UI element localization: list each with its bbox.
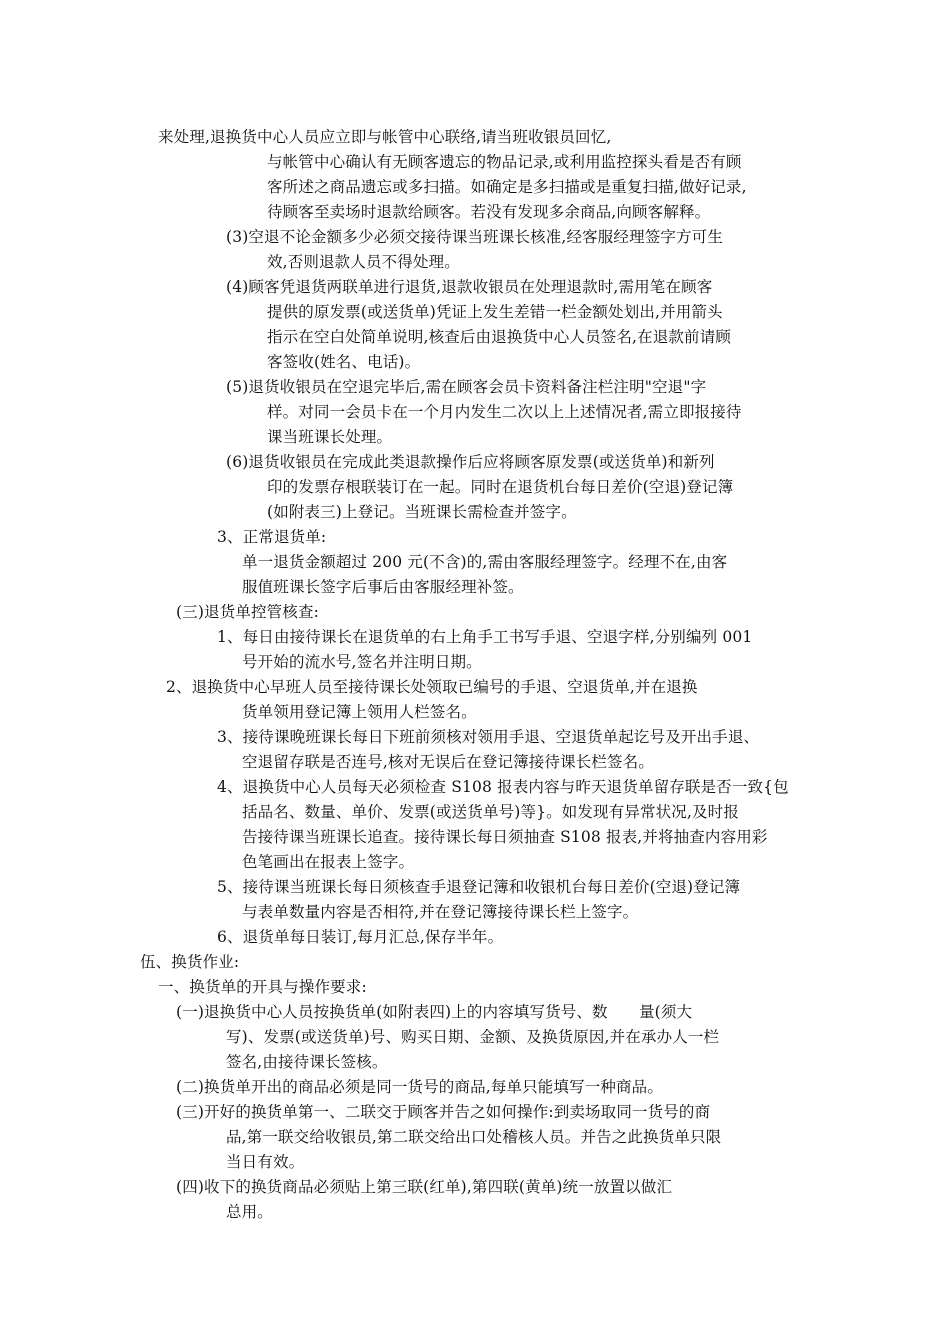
text-line: 5、接待课当班课长每日须核查手退登记簿和收银机台每日差价(空退)登记簿 <box>217 878 741 896</box>
text-line: 品,第一联交给收银员,第二联交给出口处稽核人员。并告之此换货单只限 <box>226 1128 722 1146</box>
text-line: 效,否则退款人员不得处理。 <box>267 253 460 271</box>
text-line: 签名,由接待课长签核。 <box>226 1053 388 1071</box>
text-line: 货单领用登记簿上领用人栏签名。 <box>242 703 477 721</box>
text-line: (三)退货单控管核查: <box>176 603 319 621</box>
text-line: 括品名、数量、单价、发票(或送货单号)等}。如发现有异常状况,及时报 <box>242 803 739 821</box>
text-line: 课当班课长处理。 <box>267 428 393 446</box>
text-line: 1、每日由接待课长在退货单的右上角手工书写手退、空退字样,分别编列 001 <box>217 628 753 646</box>
text-line: 客签收(姓名、电话)。 <box>267 353 421 371</box>
text-line: (6)退货收银员在完成此类退款操作后应将顾客原发票(或送货单)和新列 <box>226 453 715 471</box>
text-line: 当日有效。 <box>226 1153 305 1171</box>
subsection-heading: 一、换货单的开具与操作要求: <box>158 978 367 996</box>
section-heading: 伍、换货作业: <box>140 953 240 971</box>
text-line: (一)退换货中心人员按换货单(如附表四)上的内容填写货号、数 量(须大 <box>176 1003 693 1021</box>
text-line: 6、退货单每日装订,每月汇总,保存半年。 <box>217 928 504 946</box>
text-line: (三)开好的换货单第一、二联交于顾客并告之如何操作:到卖场取同一货号的商 <box>176 1103 711 1121</box>
text-line: 样。对同一会员卡在一个月内发生二次以上上述情况者,需立即报接待 <box>267 403 742 421</box>
text-line: (二)换货单开出的商品必须是同一货号的商品,每单只能填写一种商品。 <box>176 1078 663 1096</box>
text-line: 提供的原发票(或送货单)凭证上发生差错一栏金额处划出,并用箭头 <box>267 303 723 321</box>
text-line: 单一退货金额超过 200 元(不含)的,需由客服经理签字。经理不在,由客 <box>242 553 728 571</box>
text-line: 告接待课当班课长追查。接待课长每日须抽查 S108 报表,并将抽查内容用彩 <box>242 828 768 846</box>
text-line: 印的发票存根联装订在一起。同时在退货机台每日差价(空退)登记簿 <box>267 478 734 496</box>
text-line: 2、退换货中心早班人员至接待课长处领取已编号的手退、空退货单,并在退换 <box>166 678 698 696</box>
text-line: 指示在空白处简单说明,核查后由退换货中心人员签名,在退款前请顾 <box>267 328 732 346</box>
text-line: 来处理,退换货中心人员应立即与帐管中心联络,请当班收银员回忆, <box>158 128 612 146</box>
text-line: 服值班课长签字后事后由客服经理补签。 <box>242 578 524 596</box>
text-line: (如附表三)上登记。当班课长需检查并签字。 <box>267 503 577 521</box>
text-line: (四)收下的换货商品必须贴上第三联(红单),第四联(黄单)统一放置以做汇 <box>176 1178 673 1196</box>
text-line: 3、接待课晚班课长每日下班前须核对领用手退、空退货单起讫号及开出手退、 <box>217 728 760 746</box>
text-line: 4、退换货中心人员每天必须检查 S108 报表内容与昨天退货单留存联是否一致{包 <box>217 778 789 796</box>
text-line: 空退留存联是否连号,核对无误后在登记簿接待课长栏签名。 <box>242 753 654 771</box>
text-line: (3)空退不论金额多少必须交接待课当班课长核准,经客服经理签字方可生 <box>226 228 723 246</box>
text-line: 客所述之商品遗忘或多扫描。如确定是多扫描或是重复扫描,做好记录, <box>267 178 747 196</box>
text-line: 号开始的流水号,签名并注明日期。 <box>242 653 482 671</box>
text-line: (4)顾客凭退货两联单进行退货,退款收银员在处理退款时,需用笔在顾客 <box>226 278 713 296</box>
text-line: (5)退货收银员在空退完毕后,需在顾客会员卡资料备注栏注明"空退"字 <box>226 378 707 396</box>
text-line: 写)、发票(或送货单)号、购买日期、金额、及换货原因,并在承办人一栏 <box>226 1028 720 1046</box>
text-line: 待顾客至卖场时退款给顾客。若没有发现多余商品,向顾客解释。 <box>267 203 711 221</box>
text-line: 3、正常退货单: <box>217 528 327 546</box>
text-line: 色笔画出在报表上签字。 <box>242 853 415 871</box>
text-line: 与帐管中心确认有无顾客遗忘的物品记录,或利用监控探头看是否有顾 <box>267 153 742 171</box>
text-line: 与表单数量内容是否相符,并在登记簿接待课长栏上签字。 <box>242 903 639 921</box>
text-line: 总用。 <box>226 1203 273 1221</box>
